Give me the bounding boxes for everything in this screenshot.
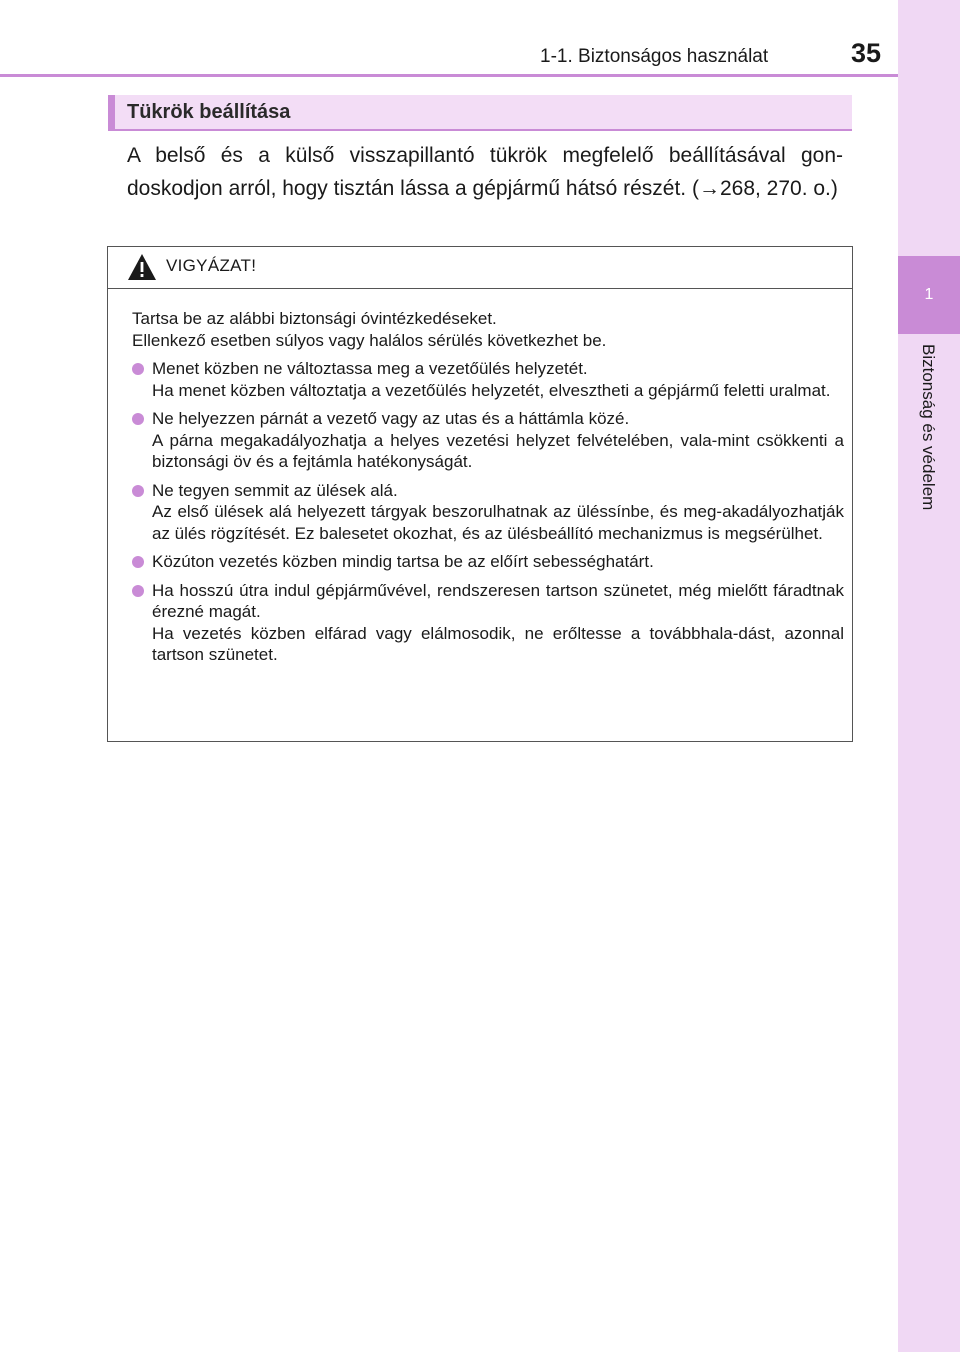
warning-triangle-icon	[127, 253, 157, 281]
warning-list-item	[132, 551, 844, 573]
warning-item-heading: Ha hosszú útra indul gépjárművével, rendszeresen tartson szünetet, még mielőtt fáradtnak érezné magát.	[152, 580, 844, 621]
bullet-dot-icon	[132, 485, 144, 497]
warning-item-heading: Ne helyezzen párnát a vezető vagy az utas és a háttámla közé.	[152, 409, 630, 428]
section-intro-paragraph: A belső és a külső visszapillantó tükrök megfelelő beállításával gon-doskodjon arról, hogy tisztán lássa a gépjármű hátsó részét. (→268, 270. o.)	[127, 144, 843, 200]
warning-list-item	[132, 480, 844, 545]
section-title-text: Tükrök beállítása	[127, 101, 291, 123]
warning-item-text: Ha vezetés közben elfárad vagy elálmosodik, ne erőltesse a továbbhala-dást, azonnal tartson szünetet.	[152, 623, 844, 664]
chapter-title: Biztonság és védelem	[919, 344, 938, 511]
warning-item-heading: Közúton vezetés közben mindig tartsa be az előírt sebességhatárt.	[152, 552, 654, 571]
warning-list-item	[132, 358, 844, 401]
bullet-dot-icon	[132, 363, 144, 375]
warning-intro-line: Tartsa be az alábbi biztonsági óvintézkedéseket.	[132, 309, 497, 328]
warning-item-text: A párna megakadályozhatja a helyes vezetési helyzet felvételében, vala-mint csökkenti a biztonsági öv és a fejtámla hatékonyságát.	[152, 430, 844, 471]
page-number: 35	[851, 38, 882, 68]
warning-list-item	[132, 580, 844, 666]
warning-header	[108, 247, 852, 289]
warning-item-heading: Menet közben ne változtassa meg a vezetőülés helyzetét.	[152, 359, 588, 378]
section-heading	[108, 95, 852, 131]
bullet-dot-icon	[132, 585, 144, 597]
warning-item-heading: Ne tegyen semmit az ülések alá.	[152, 480, 398, 500]
header-divider	[0, 74, 898, 77]
warning-box	[107, 246, 853, 742]
chapter-number: 1	[898, 256, 960, 334]
warning-intro-line: Ellenkező esetben súlyos vagy halálos sérülés következhet be.	[132, 330, 607, 350]
warning-item-text: Ha menet közben változtatja a vezetőülés helyzetét, elvesztheti a gépjármű feletti uralmat.	[152, 380, 831, 400]
chapter-side-tab	[898, 0, 960, 1352]
bullet-dot-icon	[132, 413, 144, 425]
warning-body	[132, 308, 844, 666]
bullet-dot-icon	[132, 556, 144, 568]
running-head: 1-1. Biztonságos használat	[540, 46, 769, 67]
warning-list-item	[132, 408, 844, 473]
warning-label: VIGYÁZAT!	[166, 256, 257, 275]
warning-item-text: Az első ülések alá helyezett tárgyak beszorulhatnak az üléssínbe, és meg-akadályozhatják az ülés rögzítését. Ez balesetet okozhat, és az ülésbeállító mechanizmus is megsérülhet.	[152, 502, 844, 543]
